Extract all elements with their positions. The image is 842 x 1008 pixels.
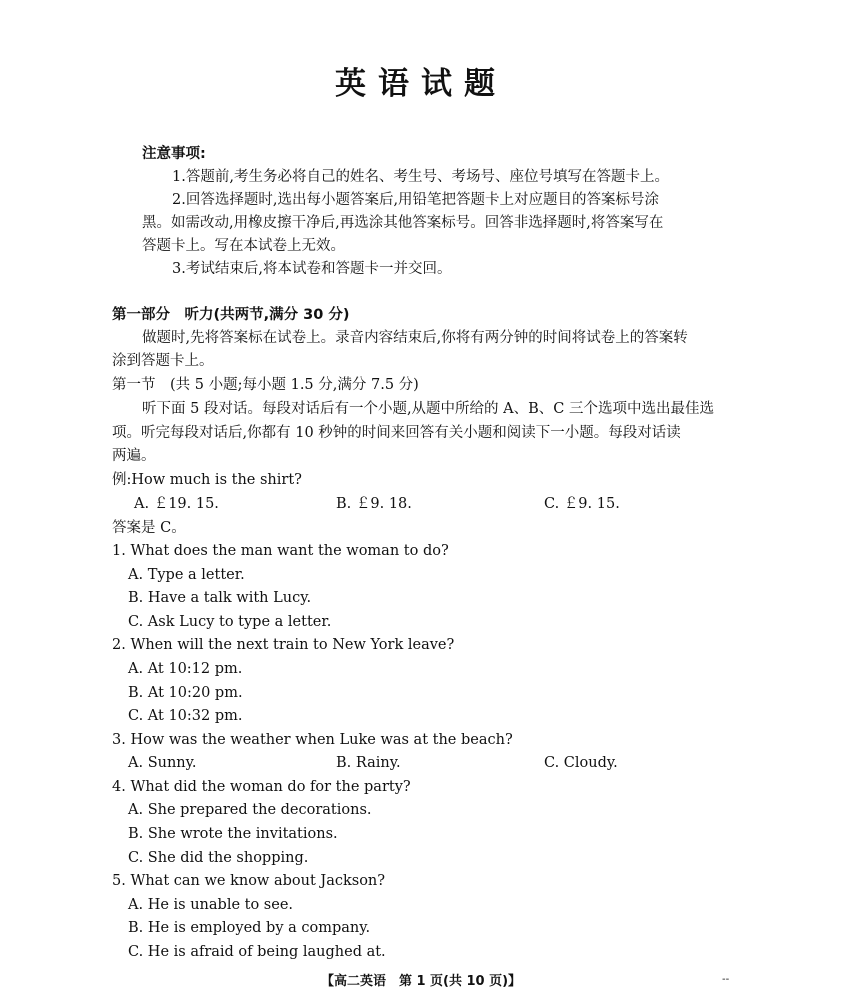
question-4-option-b: B. She wrote the invitations. <box>128 826 338 842</box>
example-question: 例:How much is the shirt? <box>112 472 302 488</box>
notice-item-2-line-3: 答题卡上。写在本试卷上无效。 <box>142 238 345 254</box>
question-3-option-b: B. Rainy. <box>336 755 401 771</box>
notice-item-2-line-1: 2.回答选择题时,选出每小题答案后,用铅笔把答题卡上对应题目的答案标号涂 <box>172 192 660 208</box>
question-4-option-a: A. She prepared the decorations. <box>128 802 372 818</box>
part1-intro-line-1: 做题时,先将答案标在试卷上。录音内容结束后,你将有两分钟的时间将试卷上的答案转 <box>142 330 688 346</box>
question-3: 3. How was the weather when Luke was at the beach? <box>112 732 513 748</box>
question-4: 4. What did the woman do for the party? <box>112 779 411 795</box>
question-2-option-a: A. At 10:12 pm. <box>128 661 243 677</box>
notice-heading: 注意事项: <box>142 146 206 162</box>
example-option-b: B. ￡9. 18. <box>336 496 412 512</box>
section1-intro-line-3: 两遍。 <box>112 448 156 464</box>
example-answer: 答案是 C。 <box>112 520 186 536</box>
section1-intro-line-1: 听下面 5 段对话。每段对话后有一个小题,从题中所给的 A、B、C 三个选项中选出最佳选 <box>142 401 714 417</box>
part1-heading: 第一部分 听力(共两节,满分 30 分) <box>112 307 350 323</box>
example-option-a: A. ￡19. 15. <box>134 496 219 512</box>
question-2-option-c: C. At 10:32 pm. <box>128 708 243 724</box>
question-1-option-b: B. Have a talk with Lucy. <box>128 590 312 606</box>
question-3-option-c: C. Cloudy. <box>544 755 618 771</box>
notice-item-1: 1.答题前,考生务必将自己的姓名、考生号、考场号、座位号填写在答题卡上。 <box>172 169 669 185</box>
question-4-option-c: C. She did the shopping. <box>128 850 309 866</box>
question-2: 2. When will the next train to New York leave? <box>112 637 455 653</box>
question-1-option-c: C. Ask Lucy to type a letter. <box>128 614 332 630</box>
question-5-option-b: B. He is employed by a company. <box>128 920 371 936</box>
question-1: 1. What does the man want the woman to do? <box>112 543 449 559</box>
part1-intro-line-2: 涂到答题卡上。 <box>112 353 214 369</box>
question-5-option-a: A. He is unable to see. <box>128 897 294 913</box>
notice-item-3: 3.考试结束后,将本试卷和答题卡一并交回。 <box>172 261 452 277</box>
example-option-c: C. ￡9. 15. <box>544 496 620 512</box>
section1-heading: 第一节 (共 5 小题;每小题 1.5 分,满分 7.5 分) <box>112 377 419 393</box>
notice-item-2-line-2: 黑。如需改动,用橡皮擦干净后,再选涂其他答案标号。回答非选择题时,将答案写在 <box>142 215 664 231</box>
corner-mark: -- <box>722 974 730 985</box>
question-2-option-b: B. At 10:20 pm. <box>128 685 243 701</box>
question-5-option-c: C. He is afraid of being laughed at. <box>128 944 386 960</box>
page-title: 英语试题 <box>335 66 507 102</box>
question-5: 5. What can we know about Jackson? <box>112 873 386 889</box>
page-footer: 【高二英语 第 1 页(共 10 页)】 <box>320 974 522 989</box>
question-1-option-a: A. Type a letter. <box>128 567 245 583</box>
question-3-option-a: A. Sunny. <box>128 755 197 771</box>
section1-intro-line-2: 项。听完每段对话后,你都有 10 秒钟的时间来回答有关小题和阅读下一小题。每段对话读 <box>112 425 681 441</box>
